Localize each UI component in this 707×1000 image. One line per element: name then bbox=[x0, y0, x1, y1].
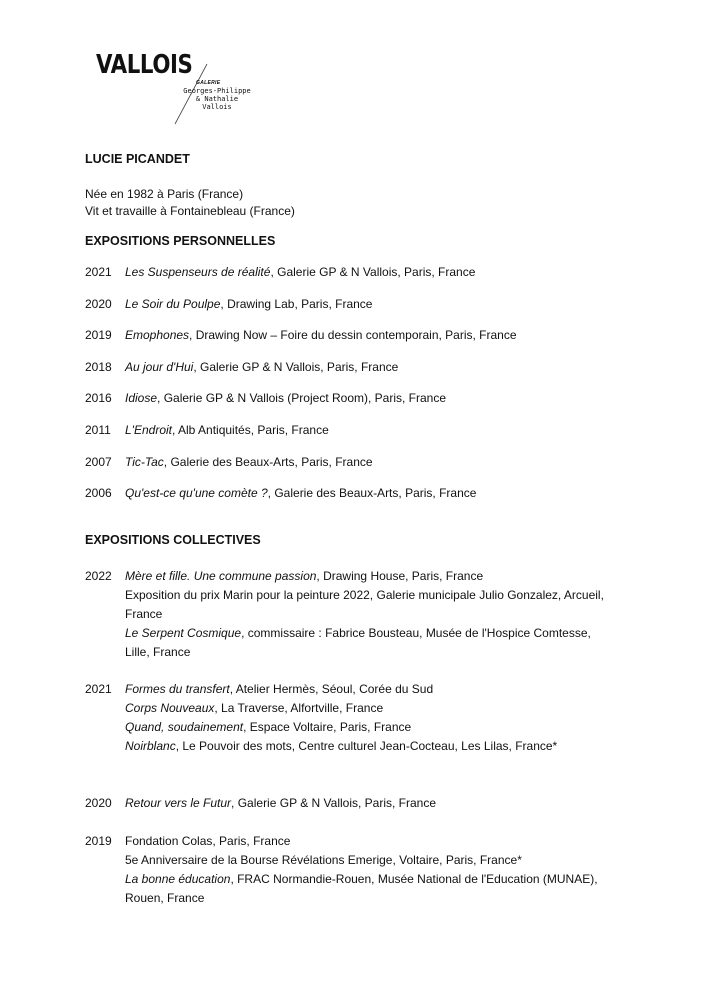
exhibition-details: , La Traverse, Alfortville, France bbox=[214, 701, 384, 715]
exhibition-entry bbox=[125, 484, 605, 503]
exhibition-entry bbox=[125, 832, 605, 851]
exhibition-entry bbox=[125, 870, 605, 908]
exhibition-title: Tic-Tac bbox=[125, 455, 164, 469]
exhibition-details: , Galerie GP & N Vallois, Paris, France bbox=[231, 796, 437, 810]
exhibition-details: Exposition du prix Marin pour la peinture 2022, Galerie municipale Julio Gonzalez, Arcueil, France bbox=[125, 588, 604, 621]
exhibition-entry bbox=[125, 567, 605, 586]
exhibition-title: Noirblanc bbox=[125, 739, 176, 753]
exhibition-title: Le Serpent Cosmique bbox=[125, 626, 242, 640]
exhibition-title: Retour vers le Futur bbox=[125, 796, 232, 810]
exhibition-year: 2020 bbox=[85, 796, 112, 810]
exhibition-entry bbox=[125, 453, 605, 472]
exhibition-title: La bonne éducation bbox=[125, 872, 231, 886]
artist-name: LUCIE PICANDET bbox=[85, 152, 190, 166]
birth-info: Née en 1982 à Paris (France) bbox=[85, 187, 244, 201]
exhibition-year: 2006 bbox=[85, 486, 112, 500]
logo-wordmark: VALLOIS bbox=[96, 50, 193, 80]
exhibition-entry bbox=[125, 295, 605, 314]
exhibition-year: 2021 bbox=[85, 682, 112, 696]
exhibition-entry bbox=[125, 326, 605, 345]
exhibition-details: , Espace Voltaire, Paris, France bbox=[243, 720, 412, 734]
exhibition-title: Idiose bbox=[125, 391, 158, 405]
exhibition-entry bbox=[125, 358, 605, 377]
exhibition-details: , Drawing Lab, Paris, France bbox=[220, 297, 373, 311]
exhibition-title: Les Suspenseurs de réalité bbox=[125, 265, 271, 279]
exhibition-details: , Galerie GP & N Vallois (Project Room), Paris, France bbox=[157, 391, 447, 405]
exhibition-entry bbox=[125, 586, 605, 624]
exhibition-year: 2022 bbox=[85, 569, 112, 583]
exhibition-title: Le Soir du Poulpe bbox=[125, 297, 221, 311]
section-heading-personal: EXPOSITIONS PERSONNELLES bbox=[85, 234, 276, 248]
gallery-logo bbox=[96, 50, 266, 130]
logo-line-3: Vallois bbox=[202, 103, 232, 111]
exhibition-year: 2007 bbox=[85, 455, 112, 469]
exhibition-title: Emophones bbox=[125, 328, 190, 342]
exhibition-details: , commissaire : Fabrice Bousteau, Musée de l'Hospice Comtesse, Lille, France bbox=[125, 626, 591, 659]
exhibition-details: , Galerie des Beaux-Arts, Paris, France bbox=[267, 486, 477, 500]
residence-info: Vit et travaille à Fontainebleau (France) bbox=[85, 204, 295, 218]
logo-galerie-label: GALERIE bbox=[196, 80, 221, 86]
exhibition-title: Au jour d'Hui bbox=[125, 360, 194, 374]
exhibition-year: 2020 bbox=[85, 297, 112, 311]
exhibition-details: , Galerie GP & N Vallois, Paris, France bbox=[270, 265, 476, 279]
exhibition-year: 2011 bbox=[85, 423, 111, 437]
exhibition-details: , Alb Antiquités, Paris, France bbox=[172, 423, 329, 437]
exhibition-year: 2019 bbox=[85, 328, 112, 342]
exhibition-details: , Atelier Hermès, Séoul, Corée du Sud bbox=[229, 682, 434, 696]
exhibition-title: Qu'est-ce qu'une comète ? bbox=[125, 486, 268, 500]
exhibition-details: , Le Pouvoir des mots, Centre culturel Jean-Cocteau, Les Lilas, France* bbox=[175, 739, 558, 753]
exhibition-details: Fondation Colas, Paris, France bbox=[125, 834, 291, 848]
exhibition-entry bbox=[125, 624, 605, 662]
exhibition-title: Mère et fille. Une commune passion bbox=[125, 569, 317, 583]
exhibition-title: Formes du transfert bbox=[125, 682, 230, 696]
exhibition-year: 2019 bbox=[85, 834, 112, 848]
exhibition-details: , Galerie GP & N Vallois, Paris, France bbox=[193, 360, 399, 374]
exhibition-entry bbox=[125, 680, 605, 699]
logo-line-2: & Nathalie bbox=[195, 95, 239, 103]
exhibition-title: Quand, soudainement bbox=[125, 720, 244, 734]
exhibition-entry bbox=[125, 263, 605, 282]
exhibition-entry bbox=[125, 389, 605, 408]
exhibition-entry bbox=[125, 421, 605, 440]
exhibition-entry bbox=[125, 851, 605, 870]
logo-line-1: Georges-Philippe bbox=[183, 87, 251, 95]
exhibition-title: Corps Nouveaux bbox=[125, 701, 215, 715]
exhibition-year: 2021 bbox=[85, 265, 112, 279]
exhibition-details: 5e Anniversaire de la Bourse Révélations Emerige, Voltaire, Paris, France* bbox=[125, 853, 522, 867]
exhibition-details: , Drawing Now – Foire du dessin contemporain, Paris, France bbox=[189, 328, 517, 342]
exhibition-year: 2018 bbox=[85, 360, 112, 374]
section-heading-collective: EXPOSITIONS COLLECTIVES bbox=[85, 533, 261, 547]
exhibition-details: , Galerie des Beaux-Arts, Paris, France bbox=[163, 455, 373, 469]
exhibition-details: , Drawing House, Paris, France bbox=[316, 569, 484, 583]
exhibition-entry bbox=[125, 699, 605, 718]
artist-bio bbox=[85, 186, 295, 220]
exhibition-title: L'Endroit bbox=[125, 423, 172, 437]
exhibition-details: , FRAC Normandie-Rouen, Musée National de l'Education (MUNAE), Rouen, France bbox=[125, 872, 598, 905]
exhibition-entry bbox=[125, 794, 605, 813]
exhibition-entry bbox=[125, 737, 605, 756]
exhibition-year: 2016 bbox=[85, 391, 112, 405]
exhibition-entry bbox=[125, 718, 605, 737]
